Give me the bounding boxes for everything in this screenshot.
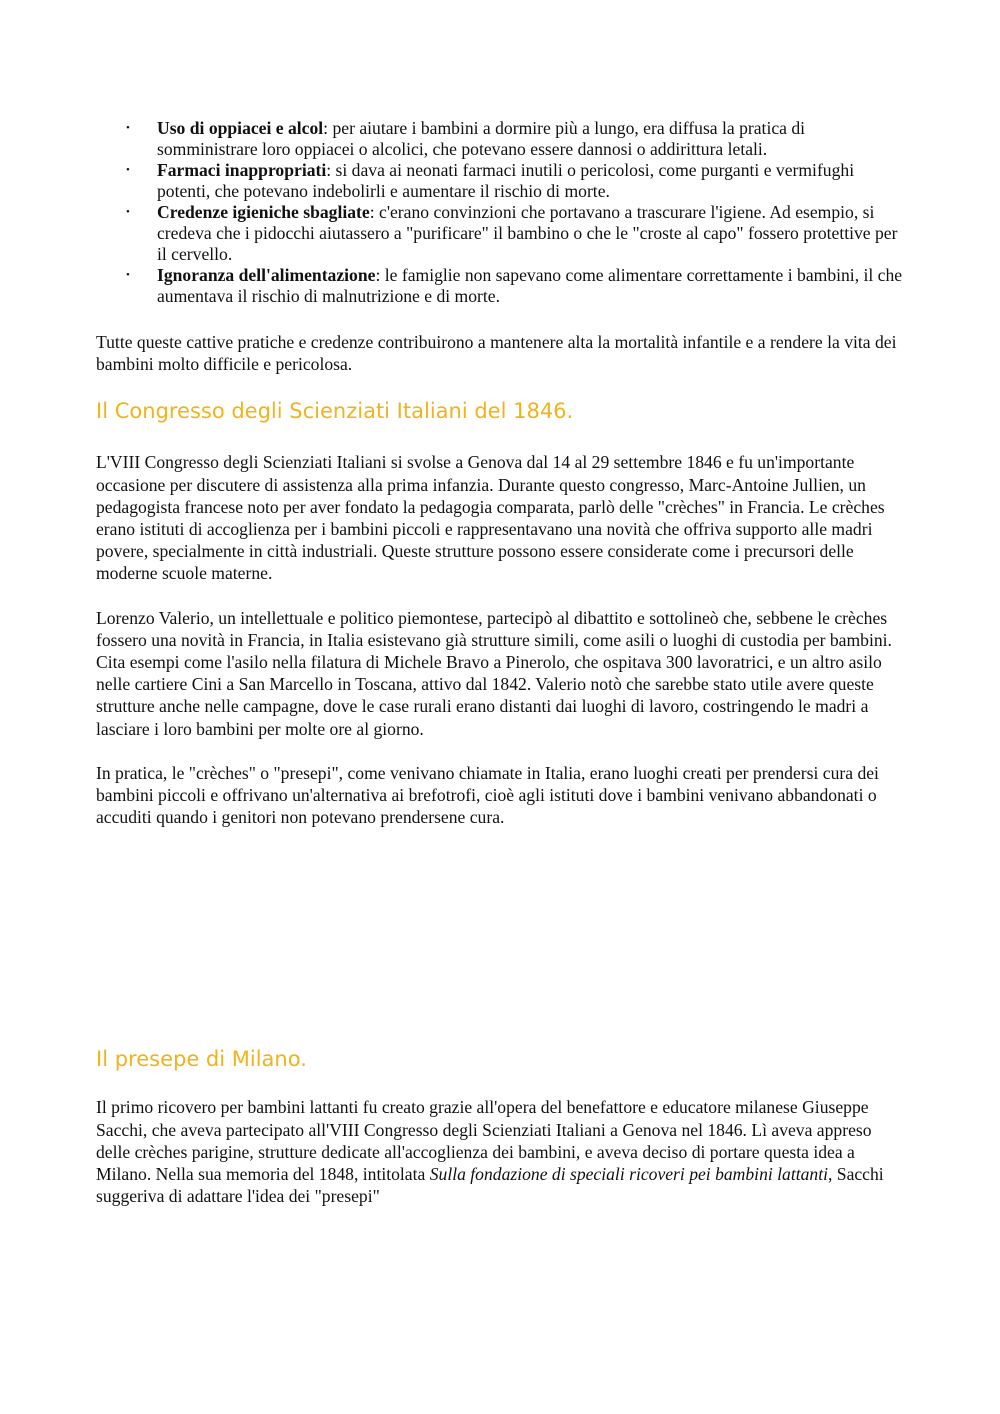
bullet-icon: • — [126, 122, 130, 134]
list-item — [96, 265, 906, 307]
bullet-term: Uso di oppiacei e alcol — [157, 118, 324, 138]
congress-paragraph: In pratica, le "crèches" o "presepi", come venivano chiamate in Italia, erano luoghi creati per prendersi cura dei bambini piccoli e offrivano un'alternativa ai brefotrofi, cioè agli istituti dove i bambini venivano abbandonati o accuditi quando i genitori non potevano prendersene cura. — [96, 762, 879, 828]
congress-paragraph: Lorenzo Valerio, un intellettuale e politico piemontese, partecipò al dibattito e sottolineò che, sebbene le crèches fossero una novità in Francia, in Italia esistevano già strutture simili, come asili o luoghi di custodia per bambini. Cita esempi come l'asilo nella filatura di Michele Bravo a Pinerolo, che ospitava 300 lavoratrici, e un altro asilo nelle cartiere Cini a San Marcello in Toscana, attivo dal 1842. Valerio notò che sarebbe stato utile avere queste strutture anche nelle campagne, dove le case rurali erano distanti dai luoghi di lavoro, costringendo le madri a lasciare i loro bambini per molte ore al giorno. — [96, 607, 892, 739]
summary-paragraph: Tutte queste cattive pratiche e credenze contribuirono a mantenere alta la mortalità infantile e a rendere la vita dei bambini molto difficile e pericolosa. — [96, 332, 897, 375]
list-item — [96, 160, 906, 202]
bullet-text: : le famiglie non sapevano come alimentare correttamente i bambini, il che aumentava il rischio di malnutrizione e di morte. — [157, 265, 903, 306]
milano-text-after: , Sacchi suggeriva di adattare l'idea dei "presepi" — [96, 1164, 884, 1207]
bullet-icon: • — [126, 206, 130, 218]
list-item — [96, 202, 906, 265]
bullet-text: : per aiutare i bambini a dormire più a lungo, era diffusa la pratica di somministrare loro oppiacei o alcolici, che potevano essere dannosi o addirittura letali. — [157, 118, 806, 159]
bullet-term: Credenze igieniche sbagliate — [157, 202, 370, 222]
document-page — [96, 118, 906, 1207]
bullet-list — [96, 118, 906, 307]
list-item — [96, 118, 906, 160]
congress-paragraph: L'VIII Congresso degli Scienziati Italiani si svolse a Genova dal 14 al 29 settembre 1846 e fu un'importante occasione per discutere di assistenza alla prima infanzia. Durante questo congresso, Marc-Antoine Jullien, un pedagogista francese noto per aver fondato la pedagogia comparata, parlò delle "crèches" in Francia. Le crèches erano istituti di accoglienza per i bambini piccoli e rappresentavano una novità che offriva supporto alle madri povere, specialmente in città industriali. Queste strutture possono essere considerate come i precursori delle moderne scuole materne. — [96, 452, 885, 584]
bullet-icon: • — [126, 164, 130, 176]
work-title: Sulla fondazione di speciali ricoveri pei bambini lattanti — [429, 1164, 828, 1185]
bullet-term: Ignoranza dell'alimentazione — [157, 265, 376, 285]
bullet-text: : c'erano convinzioni che portavano a trascurare l'igiene. Ad esempio, si credeva che i pidocchi aiutassero a "purificare" il bambino o che le "croste al capo" fossero protettive per il cervello. — [157, 202, 898, 264]
section-heading-congress: Il Congresso degli Scienziati Italiani del 1846. — [96, 399, 574, 424]
bullet-icon: • — [126, 269, 130, 281]
milano-text-before: Il primo ricovero per bambini lattanti fu creato grazie all'opera del benefattore e educatore milanese Giuseppe Sacchi, che aveva partecipato all'VIII Congresso degli Scienziati Italiani a Genova nel 1846. Lì aveva appreso delle crèches parigine, strutture dedicate all'accoglienza dei bambini, e aveva deciso di portare questa idea a Milano. Nella sua memoria del 1848, intitolata — [96, 1097, 872, 1185]
bullet-term: Farmaci inappropriati — [157, 160, 327, 180]
section-heading-milano: Il presepe di Milano. — [96, 1047, 307, 1072]
milano-paragraph — [96, 1096, 906, 1207]
bullet-text: : si dava ai neonati farmaci inutili o pericolosi, come purganti e vermifughi potenti, che potevano indebolirli e aumentare il rischio di morte. — [157, 160, 855, 201]
